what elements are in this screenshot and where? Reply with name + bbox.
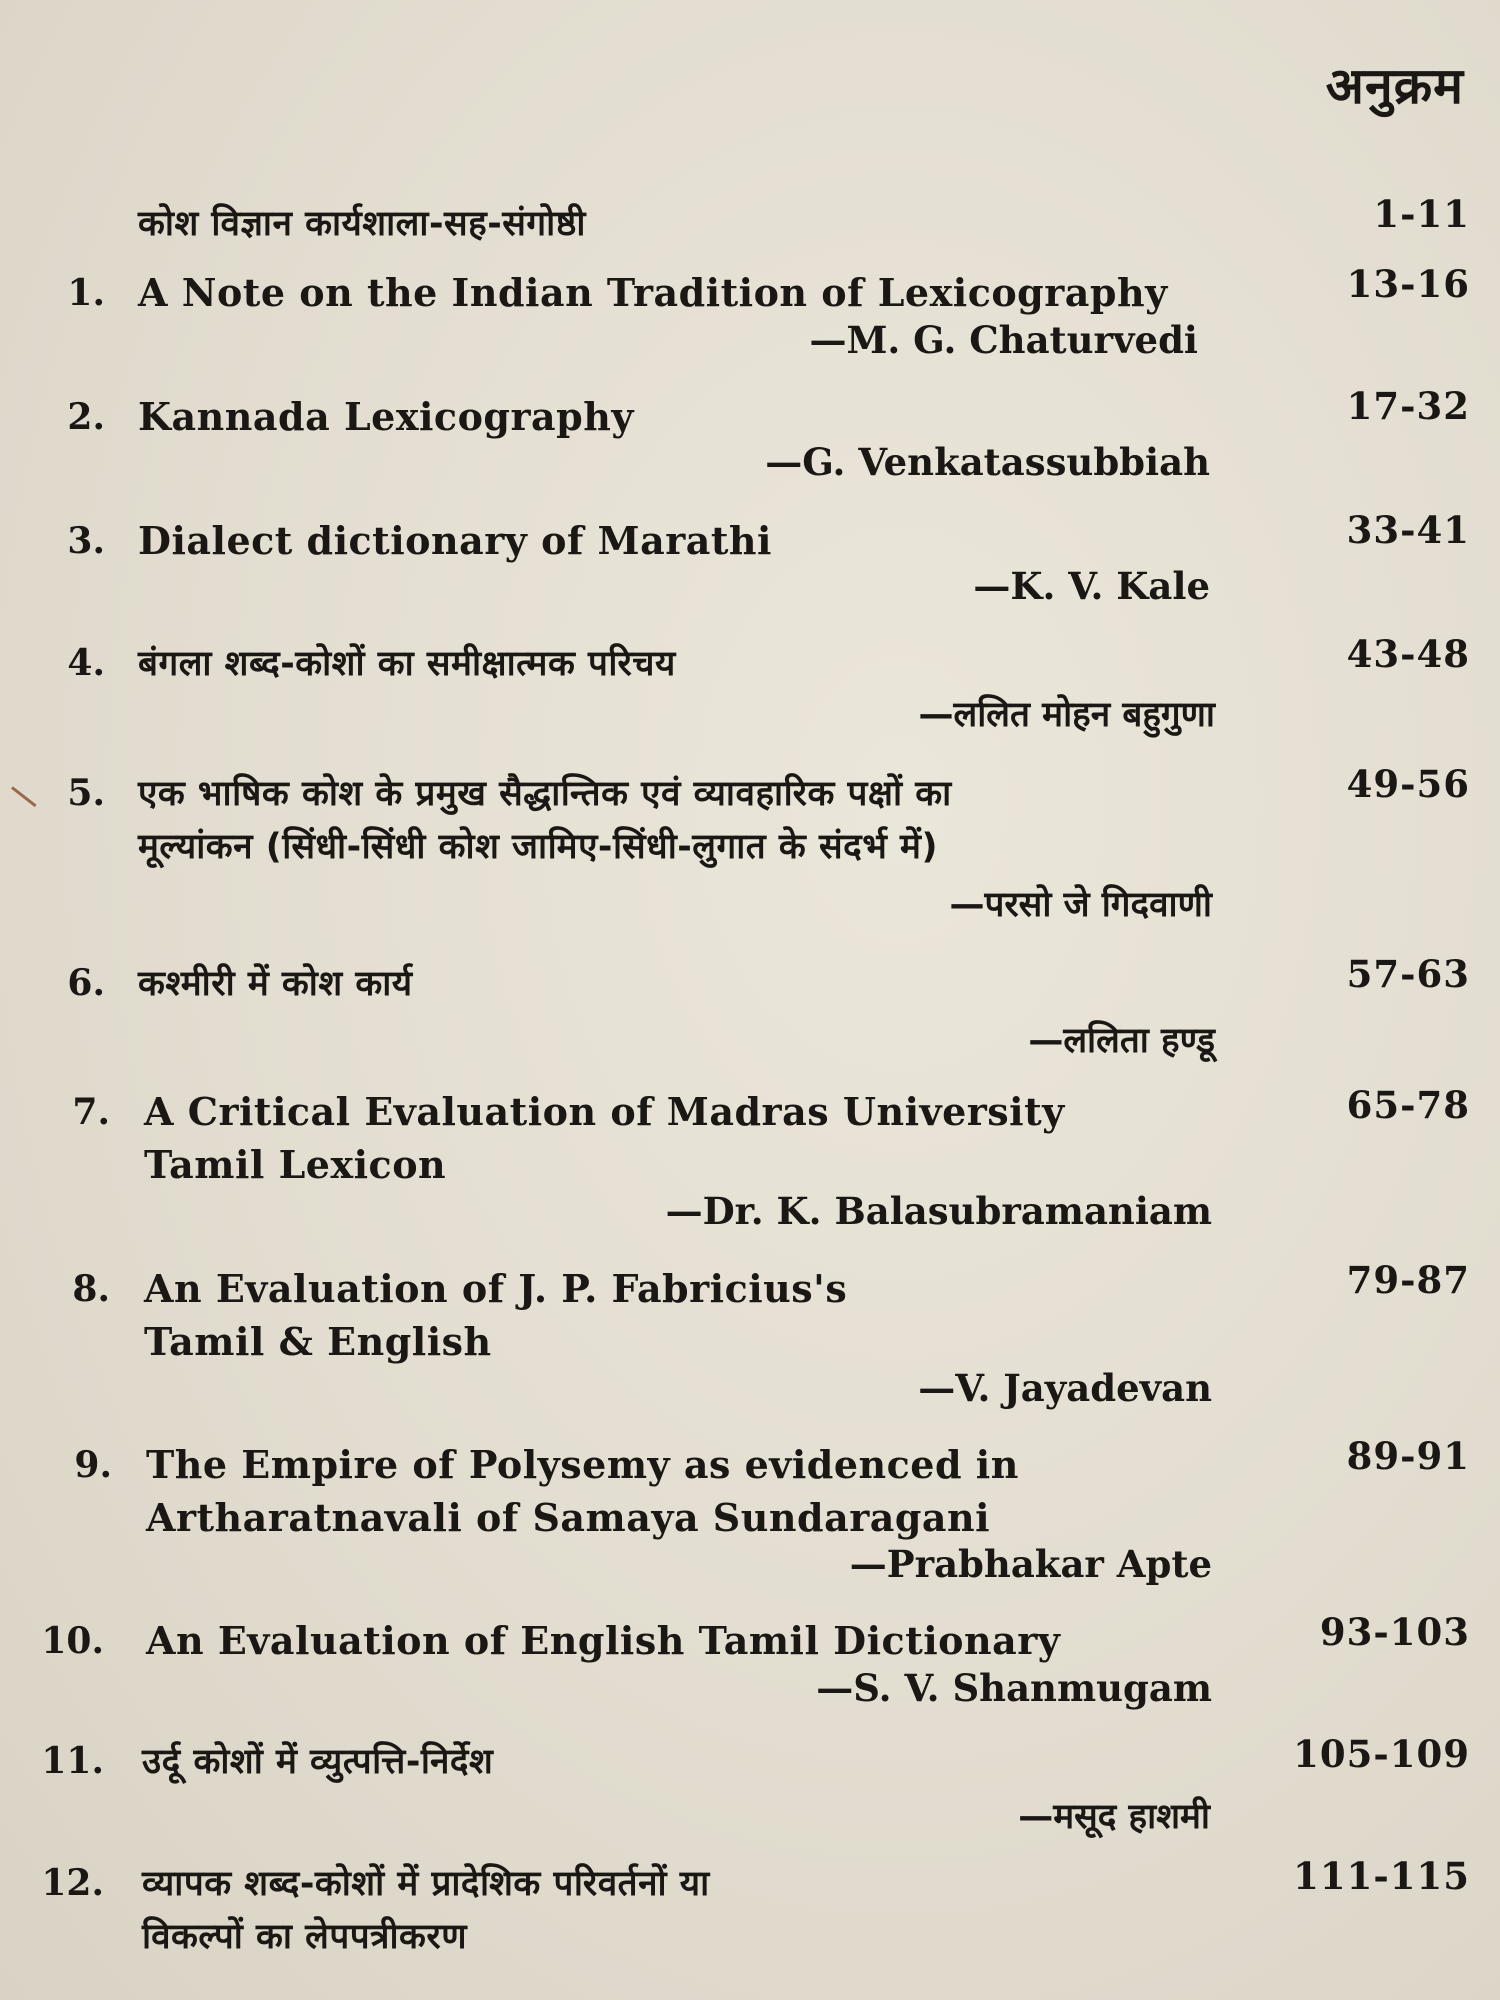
entry-author: —परसो जे गिदवाणी (949, 885, 1212, 925)
entry-pages: 79-87 (1346, 1258, 1470, 1302)
entry-pages: 105-109 (1293, 1732, 1470, 1776)
entry-author: —M. G. Chaturvedi (809, 318, 1198, 362)
entry-title-line: A Critical Evaluation of Madras University (144, 1089, 1065, 1134)
entry-pages: 33-41 (1346, 508, 1470, 552)
entry-number: 1. (67, 272, 105, 314)
entry-pages: 43-48 (1346, 632, 1470, 676)
entry-pages: 93-103 (1319, 1610, 1470, 1654)
entry-title-line: The Empire of Polysemy as evidenced in (146, 1442, 1019, 1487)
entry-title (146, 1438, 1206, 1544)
entry-title-line: Artharatnavali of Samaya Sundaragani (146, 1495, 991, 1540)
entry-author: —Prabhakar Apte (849, 1542, 1212, 1586)
entry-title-line: उर्दू कोशों में व्युत्पत्ति-निर्देश (142, 1742, 494, 1782)
entry-number: 12. (41, 1862, 104, 1904)
entry-title-line: Kannada Lexicography (138, 394, 634, 439)
entry-pages: 13-16 (1346, 262, 1470, 306)
entry-author: —Dr. K. Balasubramaniam (665, 1189, 1212, 1233)
entry-title-line: An Evaluation of J. P. Fabricius's (144, 1266, 848, 1311)
entry-title (138, 958, 1198, 1011)
entry-number: 5. (67, 772, 105, 814)
entry-number: 7. (72, 1091, 110, 1133)
entry-title (146, 1614, 1206, 1667)
entry-title-line: बंगला शब्द-कोशों का समीक्षात्मक परिचय (138, 644, 676, 684)
entry-title (144, 1085, 1204, 1191)
entry-title (144, 1262, 1204, 1368)
entry-title (142, 1736, 1202, 1789)
entry-pages: 65-78 (1346, 1083, 1470, 1127)
entry-pages: 49-56 (1346, 762, 1470, 806)
entry-title (142, 1858, 1202, 1964)
entry-number: 2. (67, 396, 105, 438)
entry-title (138, 266, 1198, 319)
entry-number: 6. (67, 962, 105, 1004)
entry-title-line: मूल्यांकन (सिंधी-सिंधी कोश जामिए-सिंधी-लुगात के संदर्भ में) (138, 827, 938, 867)
entry-pages: 17-32 (1346, 384, 1470, 428)
entry-title (138, 768, 1198, 874)
entry-title-line: एक भाषिक कोश के प्रमुख सैद्धान्तिक एवं व्यावहारिक पक्षों का (138, 774, 952, 814)
entry-author: —ललिता हण्डू (1028, 1021, 1215, 1061)
entry-title (138, 390, 1198, 443)
intro-title: कोश विज्ञान कार्यशाला-सह-संगोष्ठी (138, 204, 586, 244)
entry-pages: 89-91 (1346, 1434, 1470, 1478)
entry-number: 8. (72, 1268, 110, 1310)
entry-number: 9. (74, 1444, 112, 1486)
entry-title-line: Tamil Lexicon (144, 1142, 447, 1187)
entry-number: 11. (41, 1740, 104, 1782)
entry-title-line: Tamil & English (144, 1319, 492, 1364)
entry-number: 3. (67, 520, 105, 562)
entry-pages: 111-115 (1293, 1854, 1470, 1898)
entry-author: —S. V. Shanmugam (816, 1666, 1212, 1710)
entry-number: 10. (41, 1620, 104, 1662)
entry-number: 4. (67, 642, 105, 684)
entry-author: —K. V. Kale (973, 564, 1210, 608)
entry-title-line: विकल्पों का लेपपत्रीकरण (142, 1917, 468, 1957)
intro-pages: 1-11 (1373, 192, 1470, 236)
entry-author: —G. Venkatassubbiah (765, 440, 1210, 484)
entry-title-line: Dialect dictionary of Marathi (138, 518, 772, 563)
entry-title-line: व्यापक शब्द-कोशों में प्रादेशिक परिवर्तनों या (142, 1864, 710, 1904)
entry-title-line: कश्मीरी में कोश कार्य (138, 964, 413, 1004)
entry-title-line: A Note on the Indian Tradition of Lexicography (138, 270, 1168, 315)
margin-mark (11, 786, 36, 807)
entry-pages: 57-63 (1346, 952, 1470, 996)
entry-title-line: An Evaluation of English Tamil Dictionary (146, 1618, 1061, 1663)
entry-title (138, 638, 1198, 691)
page-heading: अनुक्रम (1325, 57, 1464, 115)
entry-title (138, 514, 1198, 567)
entry-author: —ललित मोहन बहुगुणा (918, 695, 1215, 735)
entry-author: —V. Jayadevan (918, 1366, 1212, 1410)
entry-author: —मसूद हाशमी (1018, 1797, 1210, 1837)
